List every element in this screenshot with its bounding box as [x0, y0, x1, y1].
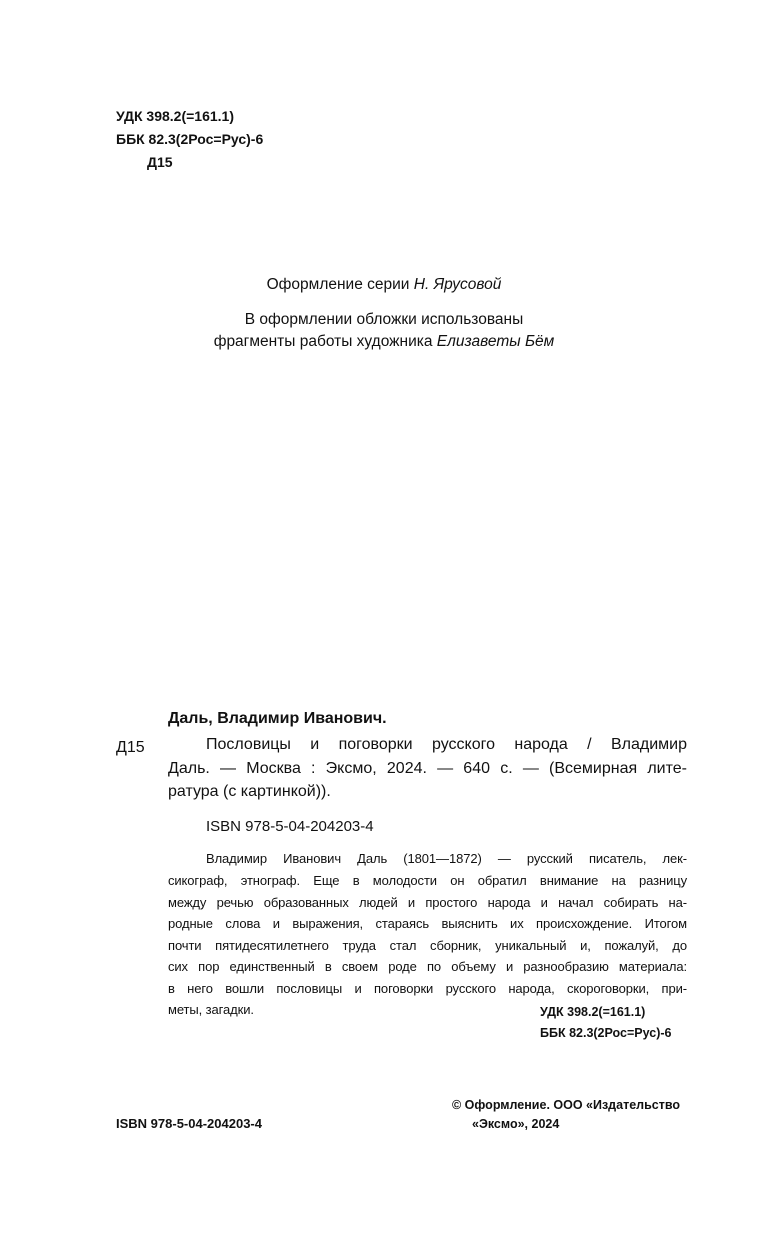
author-mark: Д15 [147, 154, 173, 170]
catalog-line-1: Пословицы и поговорки русского народа / Владимир [206, 736, 687, 753]
bbk-code: ББК 82.3(2Рос=Рус)-6 [116, 131, 264, 147]
cover-credit-line-1: В оформлении обложки использованы [244, 311, 524, 328]
udk-code: УДК 398.2(=161.1) [116, 108, 234, 124]
annotation-line-4: родные слова и выражения, стараясь выяснить их происхождение. Итогом [168, 916, 687, 931]
annotation-line-2: сикограф, этнограф. Еще в молодости он обратил внимание на разницу [168, 873, 687, 888]
copyright-line-2: «Эксмо», 2024 [472, 1117, 560, 1131]
annotation-line-1: Владимир Иванович Даль (1801—1872) — русский писатель, лек- [206, 851, 687, 866]
cover-credit-line-2 [0, 333, 768, 351]
annotation-udk-code: УДК 398.2(=161.1) [540, 1005, 646, 1019]
cover-artist-name: Елизаветы Бём [436, 333, 555, 350]
series-designer-name: Н. Ярусовой [413, 276, 502, 293]
annotation-bbk-code: ББК 82.3(2Рос=Рус)-6 [540, 1026, 672, 1040]
catalog-author-heading: Даль, Владимир Иванович. [168, 710, 387, 727]
catalog-isbn: ISBN 978-5-04-204203-4 [206, 818, 374, 835]
annotation-line-8: меты, загадки. [168, 1002, 254, 1017]
annotation-line-3: между речью образованных людей и простого народа и начал собирать на- [168, 895, 687, 910]
catalog-line-2: Даль. — Москва : Эксмо, 2024. — 640 с. — (Всемирная лите- [168, 760, 687, 777]
annotation-line-7: в него вошли пословицы и поговорки русского народа, скороговорки, при- [168, 981, 687, 996]
footer-isbn: ISBN 978-5-04-204203-4 [116, 1116, 262, 1131]
annotation-line-6: сих пор единственный в своем роде по объему и разнообразию материала: [168, 959, 687, 974]
catalog-line-3: ратура (с картинкой)). [168, 783, 331, 800]
copyright-line-1: © Оформление. ООО «Издательство [452, 1098, 680, 1112]
catalog-author-mark: Д15 [116, 739, 145, 756]
annotation-line-5: почти пятидесятилетнего труда стал сборник, уникальный и, пожалуй, до [168, 938, 687, 953]
series-design-credit [0, 276, 768, 294]
series-design-label: Оформление серии [266, 276, 414, 293]
cover-credit-label: фрагменты работы художника [213, 333, 437, 350]
